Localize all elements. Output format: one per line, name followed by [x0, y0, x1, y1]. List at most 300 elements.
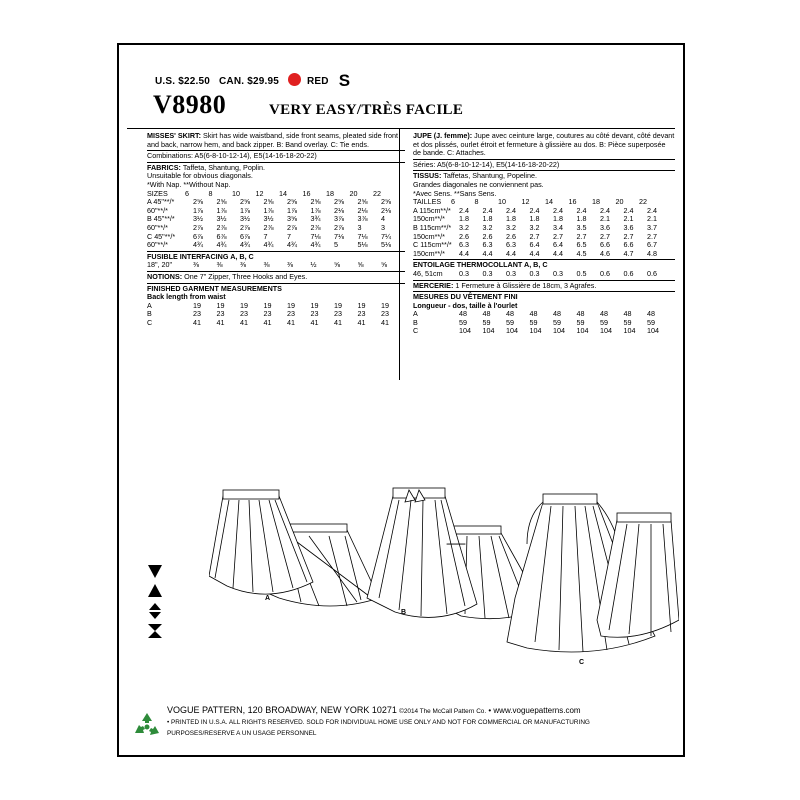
- table-cell: 104: [647, 326, 659, 336]
- table-cell: 2.6: [482, 231, 493, 241]
- garment-title: JUPE (J. femme):: [413, 131, 473, 140]
- table-cell: 104: [553, 326, 565, 336]
- table-cell: 0.3: [553, 268, 563, 278]
- table-row: [413, 310, 675, 319]
- table-cell: 1.8: [459, 214, 469, 224]
- table-cell: 2⅝: [193, 197, 203, 207]
- usage-notice: • PRINTED IN U.S.A. ALL RIGHTS RESERVED. SOLD FOR INDIVIDUAL HOME USE ONLY AND NOT FOR COMMERCIAL OR MANUFACTURING: [167, 719, 590, 726]
- table-cell: 23: [310, 309, 319, 319]
- price-line: [155, 71, 356, 91]
- table-cell: 3¾: [310, 214, 321, 224]
- view-c-label: C: [579, 659, 585, 666]
- table-cell: 59: [529, 317, 538, 327]
- table-cell: 2⅛: [357, 205, 368, 215]
- table-row: [147, 215, 405, 224]
- table-cell: 3⅞: [357, 214, 368, 224]
- table-cell: 7: [263, 231, 268, 241]
- size-value: 16: [568, 197, 577, 207]
- table-cell: 41: [310, 317, 319, 327]
- table-cell: 1.8: [506, 214, 516, 224]
- row-label: C 45"**/*: [147, 232, 176, 241]
- table-cell: 1⅞: [240, 205, 250, 215]
- hourglass-icon: [147, 623, 163, 639]
- french-column: [413, 132, 675, 336]
- yardage-table: [147, 198, 405, 250]
- table-cell: 3.5: [576, 222, 587, 232]
- size-value: 18: [592, 197, 600, 207]
- copyright: ©2014 The McCall Pattern Co.: [399, 708, 487, 715]
- table-cell: 4¾: [240, 240, 250, 250]
- row-label: C: [147, 318, 153, 327]
- table-cell: 3.2: [506, 222, 516, 232]
- table-row: [413, 319, 675, 328]
- table-cell: 3.2: [529, 222, 540, 232]
- table-row: [413, 207, 675, 216]
- row-label: 150cm**/*: [413, 232, 445, 241]
- table-cell: 104: [623, 326, 636, 336]
- table-cell: 3.6: [623, 222, 634, 232]
- table-row: [147, 241, 405, 250]
- table-cell: 2.7: [553, 231, 563, 241]
- notions-text: 1 Fermeture à Glissière de 18cm, 3 Agrafes.: [455, 280, 597, 290]
- table-cell: 4.4: [529, 248, 540, 258]
- table-cell: 3.6: [600, 222, 610, 232]
- table-cell: 2.4: [529, 205, 540, 215]
- table-cell: 2.4: [576, 205, 587, 215]
- description-text: Jupe avec ceinture large, coutures au côté devant, côté devant et dos plissés, ourlet étroit et fermeture à glissière au dos. B: Pièce superposée de bande. C: Attaches.: [413, 131, 675, 158]
- table-cell: 41: [193, 317, 201, 327]
- table-cell: ⅜: [240, 260, 246, 270]
- row-label: 18", 20": [147, 261, 173, 270]
- table-cell: 1.8: [482, 214, 493, 224]
- fabrics-title: FABRICS:: [147, 162, 181, 172]
- table-row: [413, 270, 675, 279]
- table-cell: 6⅞: [240, 231, 250, 241]
- table-row: [413, 241, 675, 250]
- row-label: C: [413, 327, 419, 336]
- table-cell: 5⅛: [381, 240, 391, 250]
- table-cell: 2⅝: [263, 197, 274, 207]
- row-label: 60"**/*: [147, 206, 168, 215]
- table-cell: 2.6: [506, 231, 516, 241]
- row-label: 150cm**/*: [413, 249, 445, 258]
- table-cell: 41: [287, 317, 295, 327]
- table-cell: 41: [216, 317, 225, 327]
- table-cell: 0.6: [647, 268, 657, 278]
- table-cell: 7⅛: [310, 231, 321, 241]
- table-cell: 3: [357, 222, 362, 232]
- size-value: 10: [498, 197, 506, 207]
- table-cell: 23: [240, 309, 248, 319]
- nap-note: *With Nap. **Without Nap.: [147, 179, 231, 189]
- table-cell: 59: [623, 317, 632, 327]
- table-cell: 6.6: [600, 240, 610, 250]
- table-cell: 19: [287, 300, 295, 310]
- difficulty-tag: VERY EASY/TRÈS FACILE: [269, 102, 464, 118]
- table-cell: ⅜: [287, 260, 293, 270]
- table-cell: 6.3: [482, 240, 493, 250]
- table-cell: 48: [459, 309, 467, 319]
- table-cell: 2.1: [647, 214, 657, 224]
- english-column: [147, 132, 405, 327]
- table-cell: ⅜: [216, 260, 223, 270]
- table-cell: 2.1: [623, 214, 634, 224]
- table-cell: 2⅝: [240, 197, 250, 207]
- table-cell: 2⅝: [357, 197, 368, 207]
- row-label: C 115cm**/*: [413, 241, 452, 250]
- table-cell: 2.4: [600, 205, 610, 215]
- table-cell: 0.6: [600, 268, 610, 278]
- website-link[interactable]: www.voguepatterns.com: [493, 706, 581, 715]
- size-value: 16: [302, 188, 311, 198]
- table-cell: ⅝: [357, 260, 364, 270]
- table-cell: 23: [216, 309, 225, 319]
- table-cell: 7¼: [381, 231, 391, 241]
- table-cell: 6.4: [553, 240, 563, 250]
- interfacing-row: [147, 261, 405, 270]
- table-cell: 48: [576, 309, 585, 319]
- table-cell: 4.4: [459, 248, 469, 258]
- size-value: 12: [521, 197, 530, 207]
- table-cell: 3½: [240, 214, 250, 224]
- table-cell: 2⅞: [310, 222, 321, 232]
- notions-text: One 7" Zipper, Three Hooks and Eyes.: [184, 271, 308, 281]
- table-cell: 0.3: [459, 268, 469, 278]
- notions-title: NOTIONS:: [147, 271, 183, 281]
- table-cell: 2⅞: [263, 222, 274, 232]
- size-value: 14: [545, 197, 553, 207]
- size-value: 8: [474, 197, 479, 207]
- yardage-table: [413, 207, 675, 259]
- table-row: [413, 233, 675, 242]
- back-length-label: Longueur - dos, taille à l'ourlet: [413, 300, 518, 310]
- table-row: [413, 250, 675, 259]
- table-cell: 4.4: [482, 248, 493, 258]
- table-cell: 2⅞: [193, 222, 203, 232]
- table-cell: 59: [600, 317, 608, 327]
- table-cell: 2⅝: [310, 197, 321, 207]
- table-cell: 0.3: [482, 268, 493, 278]
- nap-note: *Avec Sens. **Sans Sens.: [413, 188, 497, 198]
- table-cell: 0.3: [529, 268, 540, 278]
- table-row: [147, 261, 405, 270]
- table-cell: 6⅞: [193, 231, 203, 241]
- size-value: 10: [232, 188, 240, 198]
- table-cell: 4.6: [600, 248, 610, 258]
- table-cell: 48: [647, 309, 655, 319]
- table-cell: 2.7: [600, 231, 610, 241]
- row-label: B: [147, 310, 152, 319]
- table-cell: 2⅞: [216, 222, 227, 232]
- interfacing-row: [413, 270, 675, 279]
- row-label: A 115cm**/*: [413, 206, 451, 215]
- recycle-icon: [133, 711, 161, 739]
- combinations: Combinations: A5(6-8-10-12-14), E5(14-16-18-20-22): [147, 151, 317, 161]
- row-label: A: [147, 301, 152, 310]
- usage-notice-fr: PURPOSES/RESERVE A UN USAGE PERSONNEL: [167, 730, 317, 737]
- table-cell: 7: [287, 231, 291, 241]
- table-cell: 5: [334, 240, 338, 250]
- table-cell: 6.7: [647, 240, 657, 250]
- size-value: 12: [255, 188, 264, 198]
- pattern-number: V8980: [153, 90, 227, 119]
- fabrics-title: TISSUS:: [413, 171, 442, 181]
- table-cell: 0.5: [576, 268, 587, 278]
- table-cell: 2⅛: [381, 205, 391, 215]
- size-value: 18: [326, 188, 334, 198]
- table-cell: 23: [193, 309, 201, 319]
- table-cell: 3⅝: [287, 214, 297, 224]
- finished-title: FINISHED GARMENT MEASUREMENTS: [147, 283, 282, 293]
- view-c-back-illustration: [597, 513, 679, 637]
- table-cell: 104: [576, 326, 589, 336]
- table-cell: 1.8: [553, 214, 563, 224]
- table-cell: 2⅝: [216, 197, 227, 207]
- table-cell: 6.3: [459, 240, 469, 250]
- table-cell: 2.4: [506, 205, 516, 215]
- table-cell: 1.8: [576, 214, 587, 224]
- sizes-label: SIZES: [147, 189, 168, 198]
- table-cell: 1⅞: [193, 205, 203, 215]
- table-cell: 59: [482, 317, 491, 327]
- table-cell: ⅝: [381, 260, 387, 270]
- table-cell: 23: [263, 309, 272, 319]
- arrow-up-icon: [147, 583, 163, 599]
- table-cell: 4.5: [576, 248, 587, 258]
- table-cell: 3.2: [459, 222, 469, 232]
- table-cell: 3½: [216, 214, 227, 224]
- table-cell: 2⅝: [287, 197, 297, 207]
- size-code: S: [338, 71, 351, 90]
- row-label: A: [413, 310, 418, 319]
- size-value: 6: [451, 197, 455, 207]
- table-cell: 23: [357, 309, 366, 319]
- arrow-down-icon: [147, 563, 163, 579]
- table-cell: 2.6: [459, 231, 469, 241]
- table-cell: 19: [240, 300, 248, 310]
- table-cell: 0.3: [506, 268, 516, 278]
- table-cell: 4.4: [553, 248, 563, 258]
- table-cell: 1⅞: [287, 205, 297, 215]
- table-cell: 48: [553, 309, 561, 319]
- table-cell: 4.7: [623, 248, 634, 258]
- size-value: 20: [615, 197, 624, 207]
- size-value: 8: [208, 188, 213, 198]
- table-cell: 19: [334, 300, 342, 310]
- table-cell: 2.7: [576, 231, 587, 241]
- arrow-up-down-icon: [147, 603, 163, 619]
- sizes-label: TAILLES: [413, 198, 442, 207]
- table-cell: 2.4: [553, 205, 563, 215]
- row-label: 60"**/*: [147, 223, 168, 232]
- table-cell: 2⅝: [381, 197, 391, 207]
- table-cell: 2⅞: [287, 222, 297, 232]
- sizes-row: [413, 198, 675, 207]
- table-cell: 104: [529, 326, 542, 336]
- table-cell: 104: [600, 326, 612, 336]
- table-cell: 6⅞: [216, 231, 227, 241]
- size-value: 20: [349, 188, 358, 198]
- fabric-direction-symbols: [147, 563, 167, 643]
- table-cell: 104: [459, 326, 471, 336]
- notions: [413, 282, 675, 291]
- table-cell: ⅝: [334, 260, 340, 270]
- table-cell: 1⅞: [216, 205, 227, 215]
- table-cell: 2⅛: [334, 205, 344, 215]
- table-cell: 2.7: [529, 231, 540, 241]
- table-cell: 6.6: [623, 240, 634, 250]
- footer: VOGUE PATTERN, 120 BROADWAY, NEW YORK 10271 ©2014 The McCall Pattern Co. • www.voguepatterns.com • PRINTED IN U.S.A. ALL RIGHTS RESERVED. SOLD FOR INDIVIDUAL HOME USE ONLY AND NOT FOR COMMERCIAL OR MANUFACTURING PURPOSES/RESERVE A UN USAGE PERSONNEL: [167, 705, 677, 739]
- price-can: CAN. $29.95: [219, 76, 280, 87]
- table-cell: 4¾: [310, 240, 321, 250]
- table-cell: 6.3: [506, 240, 516, 250]
- notions: [147, 273, 405, 282]
- table-cell: 59: [553, 317, 561, 327]
- table-cell: 6.5: [576, 240, 587, 250]
- table-cell: 3.7: [647, 222, 657, 232]
- interfacing-title: FUSIBLE INTERFACING A, B, C: [147, 251, 254, 261]
- table-cell: 7⅛: [357, 231, 368, 241]
- color-label: RED: [307, 76, 329, 87]
- description: [147, 132, 405, 149]
- table-cell: 23: [334, 309, 342, 319]
- table-cell: 19: [193, 300, 201, 310]
- usage-notice-text: PRINTED IN U.S.A. ALL RIGHTS RESERVED. SOLD FOR INDIVIDUAL HOME USE ONLY AND NOT FOR COMMERCIAL OR MANUFACTURING: [171, 719, 590, 726]
- table-cell: 4: [381, 214, 385, 224]
- table-cell: 19: [381, 300, 389, 310]
- fabrics-note: Grandes diagonales ne conviennent pas.: [413, 179, 544, 189]
- row-label: 46, 51cm: [413, 269, 443, 278]
- row-label: B 45"**/*: [147, 215, 175, 224]
- table-cell: 41: [263, 317, 272, 327]
- row-label: B 115cm**/*: [413, 223, 452, 232]
- table-cell: 23: [381, 309, 389, 319]
- view-b-illustration: [367, 488, 477, 617]
- size-value: 14: [279, 188, 287, 198]
- divider: [127, 128, 675, 129]
- table-cell: 3½: [193, 214, 203, 224]
- table-row: [147, 319, 405, 328]
- table-cell: ⅜: [263, 260, 270, 270]
- table-cell: 2⅝: [334, 197, 344, 207]
- table-cell: 41: [240, 317, 248, 327]
- table-cell: 59: [647, 317, 655, 327]
- pattern-envelope-back: [117, 43, 685, 757]
- fabrics-text: Taffetas, Shantung, Popeline.: [443, 171, 538, 181]
- description-text: Skirt has wide waistband, side front seams, pleated side front and back, narrow hem, and back zipper. B: Band overlay. C: Tie ends.: [147, 131, 398, 149]
- table-cell: ½: [310, 260, 317, 270]
- table-cell: 2.7: [647, 231, 657, 241]
- table-cell: 4¾: [287, 240, 297, 250]
- back-length-label: Back length from waist: [147, 292, 226, 302]
- table-row: [147, 302, 405, 311]
- table-cell: 1.8: [529, 214, 540, 224]
- table-cell: 48: [482, 309, 491, 319]
- view-a-label: A: [265, 595, 271, 602]
- combinations: Séries: A5(6-8-10-12-14), E5(14-16-18-20-22): [413, 159, 560, 169]
- table-row: [413, 224, 675, 233]
- table-cell: 41: [381, 317, 389, 327]
- table-cell: 2.1: [600, 214, 610, 224]
- table-row: [147, 310, 405, 319]
- table-row: [413, 215, 675, 224]
- size-value: 22: [373, 188, 381, 198]
- table-cell: 4¾: [193, 240, 203, 250]
- red-dot-icon: [288, 73, 301, 86]
- table-cell: 1⅞: [310, 205, 321, 215]
- table-cell: 1⅞: [263, 205, 274, 215]
- table-cell: 3: [381, 222, 385, 232]
- view-a-illustration: [209, 490, 313, 594]
- skirt-illustrations: [209, 330, 679, 670]
- table-cell: 41: [357, 317, 366, 327]
- description: [413, 132, 675, 158]
- table-cell: 3½: [263, 214, 274, 224]
- view-b-label: B: [401, 609, 407, 616]
- table-cell: 2⅞: [240, 222, 250, 232]
- table-cell: 48: [506, 309, 514, 319]
- table-cell: 59: [576, 317, 585, 327]
- table-cell: 3.2: [482, 222, 493, 232]
- table-cell: 2.4: [482, 205, 493, 215]
- table-cell: 19: [357, 300, 366, 310]
- table-cell: 2.4: [647, 205, 657, 215]
- table-cell: 104: [506, 326, 518, 336]
- notions-title: MERCERIE:: [413, 280, 454, 290]
- table-cell: 2.4: [623, 205, 634, 215]
- row-label: B: [413, 318, 418, 327]
- size-value: 6: [185, 188, 189, 198]
- table-cell: 19: [263, 300, 272, 310]
- table-cell: 48: [600, 309, 608, 319]
- garment-title: MISSES' SKIRT:: [147, 131, 202, 140]
- table-cell: 7⅛: [334, 231, 344, 241]
- table-cell: 48: [529, 309, 538, 319]
- table-cell: 4¾: [263, 240, 274, 250]
- table-cell: 4.4: [506, 248, 516, 258]
- row-label: A 45"**/*: [147, 198, 175, 207]
- measurements-table: [147, 302, 405, 328]
- publisher-address: VOGUE PATTERN, 120 BROADWAY, NEW YORK 10271: [167, 705, 397, 715]
- table-cell: 104: [482, 326, 495, 336]
- table-cell: 4¾: [216, 240, 227, 250]
- table-cell: 59: [506, 317, 514, 327]
- table-cell: 2.7: [623, 231, 634, 241]
- table-cell: 6.4: [529, 240, 540, 250]
- table-cell: 0.6: [623, 268, 634, 278]
- table-cell: 2⅞: [334, 222, 344, 232]
- table-cell: 19: [216, 300, 225, 310]
- fabrics-note: Unsuitable for obvious diagonals.: [147, 171, 253, 181]
- row-label: 150cm**/*: [413, 215, 445, 224]
- interfacing-title: ENTOILAGE THERMOCOLLANT A, B, C: [413, 260, 548, 270]
- table-cell: 3⅞: [334, 214, 344, 224]
- fabrics-text: Taffeta, Shantung, Poplin.: [182, 162, 266, 172]
- table-cell: 59: [459, 317, 467, 327]
- table-cell: 23: [287, 309, 295, 319]
- table-cell: 4.8: [647, 248, 657, 258]
- row-label: 60"**/*: [147, 241, 168, 250]
- table-cell: 2.4: [459, 205, 469, 215]
- table-cell: ⅜: [193, 260, 199, 270]
- table-cell: 5⅛: [357, 240, 368, 250]
- table-cell: 41: [334, 317, 342, 327]
- table-cell: 3.4: [553, 222, 563, 232]
- table-cell: 48: [623, 309, 632, 319]
- table-cell: 19: [310, 300, 319, 310]
- price-us: U.S. $22.50: [155, 76, 211, 87]
- finished-title: MESURES DU VÊTEMENT FINI: [413, 292, 518, 302]
